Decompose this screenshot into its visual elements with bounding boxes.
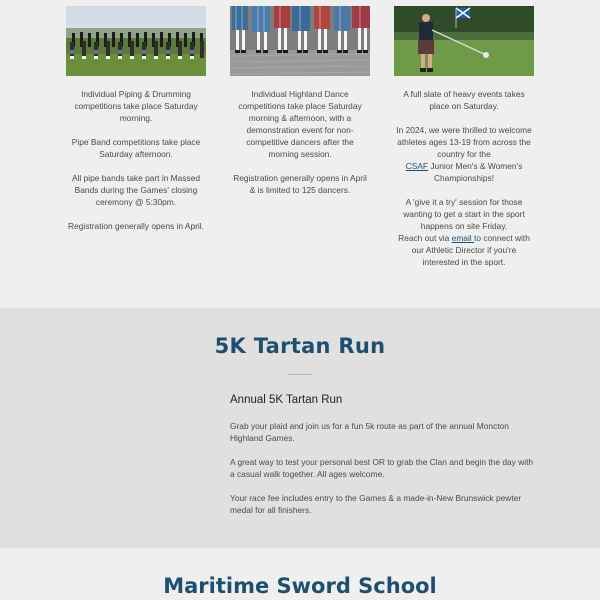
tartan-run-paragraph: Your race fee includes entry to the Games & a made-in-New Brunswick pewter medal for all finishers. xyxy=(230,493,522,515)
junior-intro-text: In 2024, we were thrilled to welcome athletes ages 13-19 from across the country for the xyxy=(396,125,532,159)
sword-school-title: Maritime Sword School xyxy=(163,574,437,598)
dance-paragraph: Registration generally opens in April & is limited to 125 dancers. xyxy=(233,173,367,195)
heavy-events-paragraph xyxy=(394,124,534,184)
piping-text xyxy=(66,88,206,232)
tartan-run-subtitle: Annual 5K Tartan Run xyxy=(230,394,343,406)
tartan-run-title: 5K Tartan Run xyxy=(214,334,386,358)
sword-school-section xyxy=(0,548,600,600)
dancers-photo xyxy=(230,6,370,76)
email-link[interactable]: email xyxy=(451,233,474,243)
tartan-run-section xyxy=(0,308,600,548)
piping-column xyxy=(66,6,206,244)
piping-paragraph: Pipe Band competitions take place Saturday afternoon. xyxy=(71,137,201,159)
piping-paragraph: Individual Piping & Drumming competitions take place Saturday morning. xyxy=(74,89,198,123)
dance-column xyxy=(230,6,370,208)
tartan-run-paragraph: Grab your plaid and join us for a fun 5k route as part of the annual Moncton Highland Games. xyxy=(230,421,509,443)
dance-text xyxy=(230,88,370,196)
title-divider xyxy=(288,374,312,375)
pipe-band-photo xyxy=(66,6,206,76)
heavy-events-paragraph xyxy=(394,196,534,268)
heavy-events-column xyxy=(394,6,534,280)
heavy-events-paragraph: A full slate of heavy events takes place on Saturday. xyxy=(403,89,525,111)
try-session-text: A 'give it a try' session for those wanting to get a start in the sport happens on site Friday. xyxy=(403,197,525,231)
athlete-photo xyxy=(394,6,534,76)
heavy-events-text xyxy=(394,88,534,268)
tartan-run-body xyxy=(230,394,540,528)
athletic-director-text: to connect with our Athletic Director if you're interested in the sport. xyxy=(411,233,530,267)
reach-out-text: Reach out via xyxy=(398,233,452,243)
tartan-run-paragraph: A great way to test your personal best OR to grab the Clan and begin the day with a casual walk together. All ages welcome. xyxy=(230,457,534,479)
piping-paragraph: All pipe bands take part in Massed Bands during the Games' closing ceremony @ 5:30pm. xyxy=(71,173,201,207)
dance-paragraph: Individual Highland Dance competitions take place Saturday morning & afternoon, with a demonstration event for non-competitive dancers after the morning session. xyxy=(238,89,362,159)
csaf-link[interactable]: CSAF xyxy=(405,161,429,171)
piping-paragraph: Registration generally opens in April. xyxy=(68,221,204,231)
junior-championship-text: Junior Men's & Women's Championships! xyxy=(428,161,523,183)
